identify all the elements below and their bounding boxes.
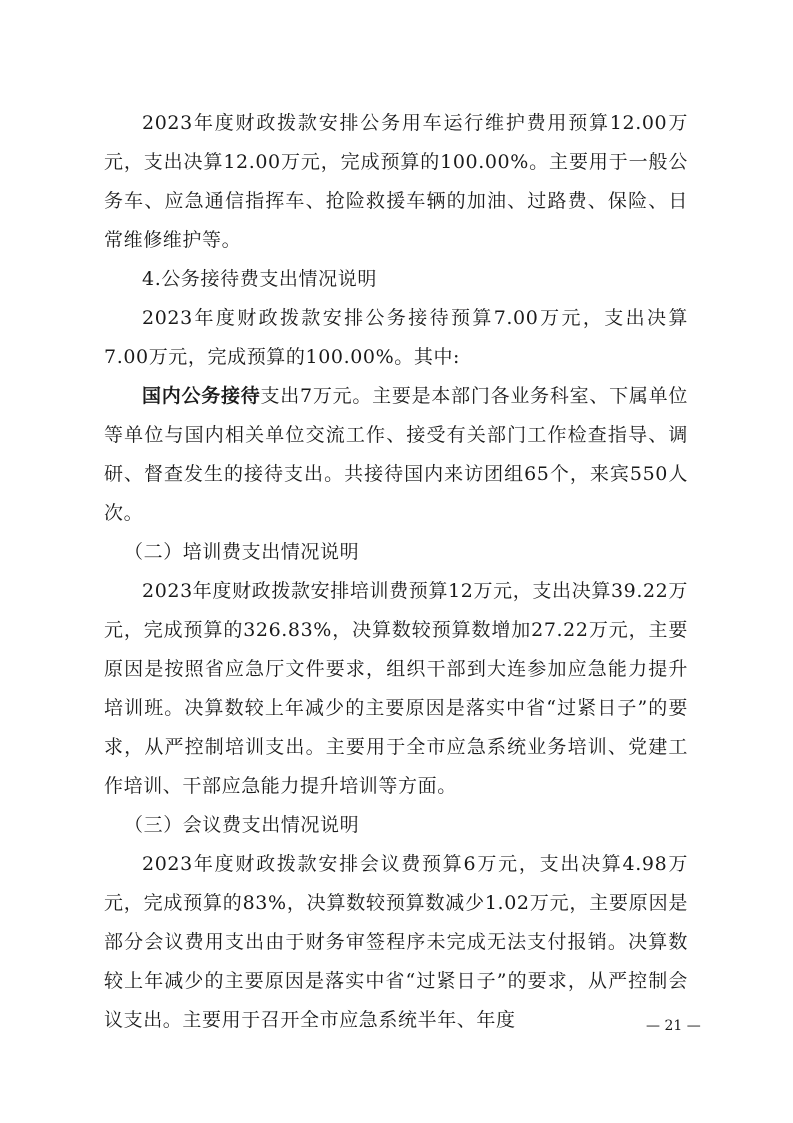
heading-training: （二）培训费支出情况说明 bbox=[124, 541, 360, 563]
domestic-reception-body: 支出7万元。主要是本部门各业务科室、下属单位等单位与国内相关单位交流工作、接受有关部门工作检查指导、调研、督查发生的接待支出。共接待国内来访团组65个，来宾550人次。 bbox=[104, 385, 688, 524]
paragraph-domestic-reception bbox=[104, 377, 688, 533]
heading-reception: 4.公务接待费支出情况说明 bbox=[142, 268, 377, 290]
paragraph-reception-budget: 2023年度财政拨款安排公务接待预算7.00万元，支出决算7.00万元，完成预算的100.00%。其中: bbox=[104, 307, 688, 368]
domestic-reception-lead: 国内公务接待 bbox=[142, 385, 261, 407]
paragraph-vehicle-maintenance: 2023年度财政拨款安排公务用车运行维护费用预算12.00万元，支出决算12.00万元，完成预算的100.00%。主要用于一般公务车、应急通信指挥车、抢险救援车辆的加油、过路费、保险、日常维修维护等。 bbox=[104, 112, 688, 251]
paragraph-meeting: 2023年度财政拨款安排会议费预算6万元，支出决算4.98万元，完成预算的83%，决算数较预算数减少1.02万元，主要原因是部分会议费用支出由于财务审签程序未完成无法支付报销。决算数较上年减少的主要原因是落实中省“过紧日子”的要求，从严控制会议支出。主要用于召开全市应急系统半年、年度 bbox=[104, 853, 688, 1031]
heading-meeting: （三）会议费支出情况说明 bbox=[124, 814, 360, 836]
document-body bbox=[104, 104, 688, 1040]
paragraph-training: 2023年度财政拨款安排培训费预算12万元，支出决算39.22万元，完成预算的326.83%，决算数较预算数增加27.22万元，主要原因是按照省应急厅文件要求，组织干部到大连参加应急能力提升培训班。决算数较上年减少的主要原因是落实中省“过紧日子”的要求，从严控制培训支出。主要用于全市应急系统业务培训、党建工作培训、干部应急能力提升培训等方面。 bbox=[104, 580, 688, 797]
page-number: — 21 — bbox=[646, 1018, 701, 1034]
